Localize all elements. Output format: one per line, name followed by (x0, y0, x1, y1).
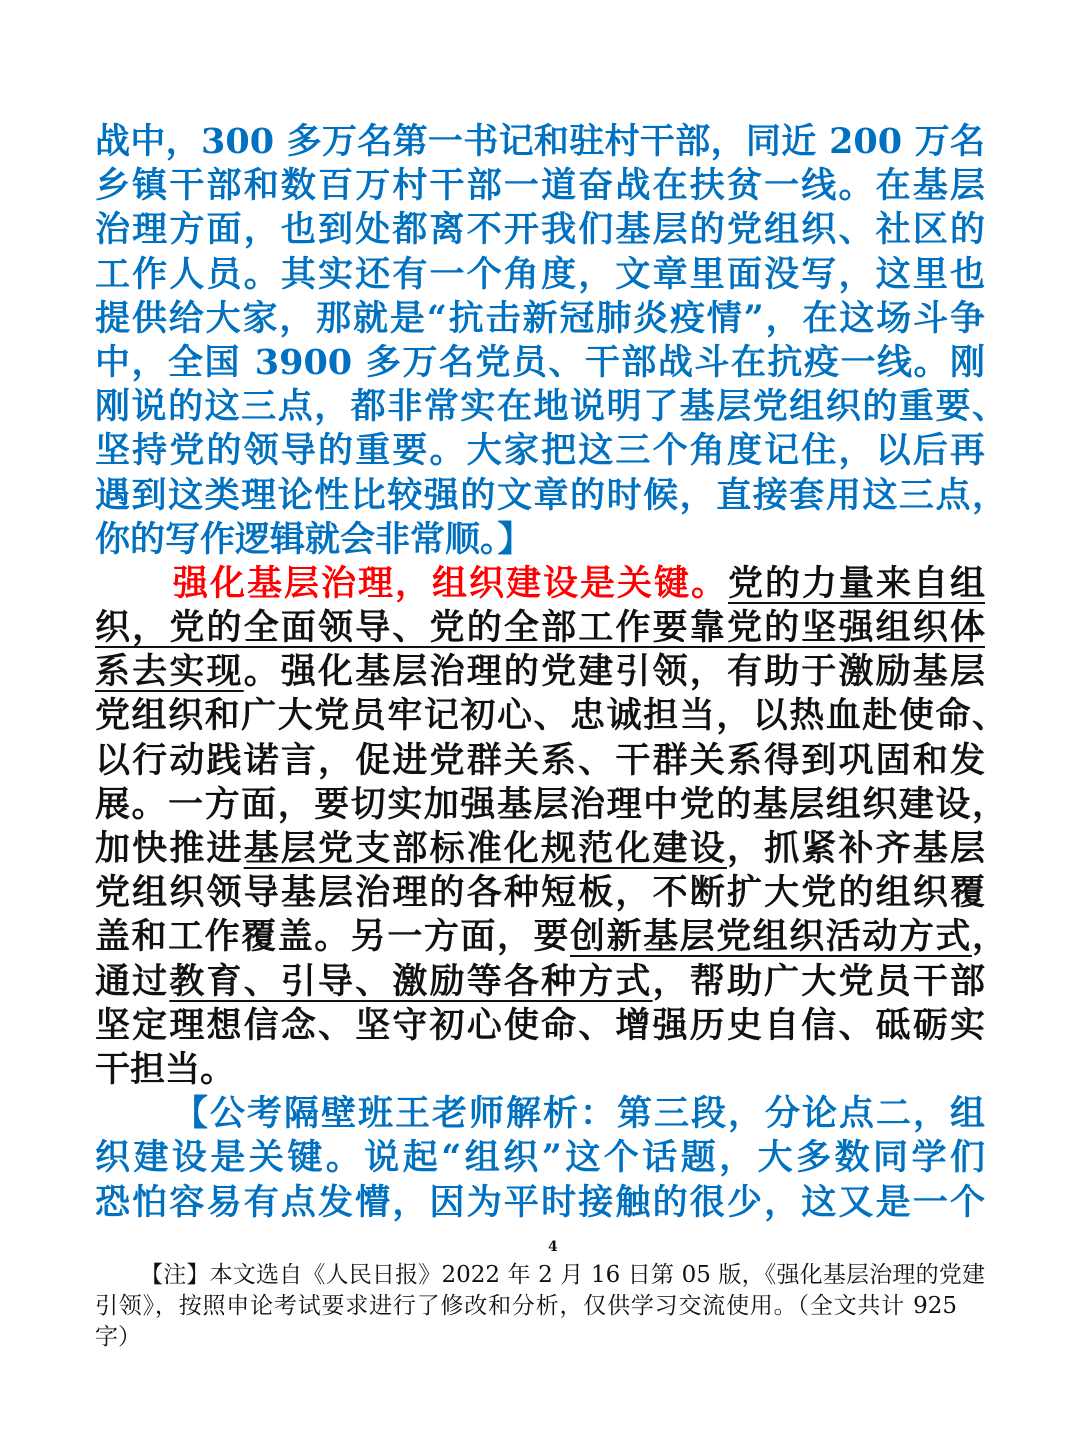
commentary-line: 战中，300 多万名第一书记和驻村干部，同近 200 万名 (95, 121, 985, 162)
body-line (95, 1004, 985, 1048)
commentary-line: 治理方面，也到处都离不开我们基层的党组织、社区的 (95, 209, 985, 251)
commentary-line: 乡镇干部和数百万村干部一道奋战在扶贫一线。在基层 (95, 165, 985, 207)
commentary-line: 刚说的这三点，都非常实在地说明了基层党组织的重要、 (95, 386, 1007, 428)
commentary-line: 提供给大家，那就是“抗击新冠肺炎疫情”，在这场斗争 (95, 297, 985, 339)
body-line (95, 960, 985, 1004)
commentary-line: 【公考隔壁班王老师解析：第三段，分论点二，组 (173, 1093, 985, 1135)
underlined-phrase: 创新基层党组织活动方式 (570, 916, 972, 958)
footnote-line: 引领》，按照申论考试要求进行了修改和分析，仅供学习交流使用。（全文共计 925 (95, 1293, 957, 1319)
body-text: 以行动践诺言，促进党群关系、干群关系得到巩固和发 (95, 739, 985, 781)
underlined-phrase: 党的力量来自组 (727, 562, 985, 604)
body-line (95, 606, 985, 650)
body-line (95, 915, 1007, 959)
commentary-line: 恐怕容易有点发懵，因为平时接触的很少，这又是一个 (95, 1181, 985, 1223)
body-text: 加快推进 (95, 828, 244, 869)
page-number: 4 (548, 1239, 558, 1255)
commentary-line: 坚持党的领导的重要。大家把这三个角度记住，以后再 (95, 430, 985, 472)
footnote-line: 字） (95, 1324, 141, 1350)
body-text: 坚定理想信念、坚守初心使命、增强历史自信、砥砺实 (95, 1004, 985, 1046)
body-text: 展。一方面，要切实加强基层治理中党的基层组织建设， (95, 783, 1007, 825)
body-line (95, 650, 985, 694)
underlined-phrase: 系去实现 (95, 651, 244, 693)
commentary-line: 你的写作逻辑就会非常顺。】 (95, 518, 533, 560)
underlined-phrase: 基层党支部标准化规范化建设 (243, 828, 727, 869)
body-text: 干担当。 (95, 1048, 236, 1090)
body-text: 党组织领导基层治理的各种短板，不断扩大党的组织覆 (95, 872, 985, 914)
body-text: 盖和工作覆盖。另一方面，要 (95, 916, 571, 958)
commentary-line: 工作人员。其实还有一个角度，文章里面没写，这里也 (95, 253, 985, 295)
page-body (95, 120, 1025, 1225)
body-line (95, 871, 985, 915)
commentary-line: 遇到这类理论性比较强的文章的时候，直接套用这三点， (95, 474, 1007, 516)
body-line (95, 783, 1007, 827)
body-line (95, 827, 985, 871)
commentary-line: 中，全国 3900 多万名党员、干部战斗在抗疫一线。刚 (95, 341, 985, 383)
commentary-next (95, 1092, 1025, 1225)
commentary-continued (95, 120, 1025, 562)
body-line (95, 739, 985, 783)
argument-paragraph (95, 562, 1025, 1092)
commentary-line: 织建设是关键。说起“组织”这个话题，大多数同学们 (95, 1137, 985, 1179)
footnote-line: 【注】本文选自《人民日报》2022 年 2 月 16 日第 05 版，《强化基层治理的党建 (140, 1262, 985, 1288)
underlined-phrase: 织，党的全面领导、党的全部工作要靠党的坚强组织体 (95, 607, 985, 649)
underlined-phrase: 教育、引导、激励等各种方式 (169, 960, 653, 1002)
body-text: ，抓紧补齐基层 (726, 828, 985, 869)
body-line (95, 694, 1007, 738)
sub-argument-heading: 强化基层治理，组织建设是关键。 (173, 562, 728, 604)
body-text: 党组织和广大党员牢记初心、忠诚担当，以热血赴使命、 (95, 695, 1007, 737)
footnote (95, 1260, 985, 1353)
body-text: ， (971, 916, 1007, 958)
body-text: 通过 (95, 960, 170, 1002)
body-text: ，帮助广大党员干部 (652, 960, 985, 1002)
body-text: 。强化基层治理的党建引领，有助于激励基层 (243, 651, 985, 693)
body-line (95, 1048, 985, 1092)
body-line (95, 562, 985, 606)
